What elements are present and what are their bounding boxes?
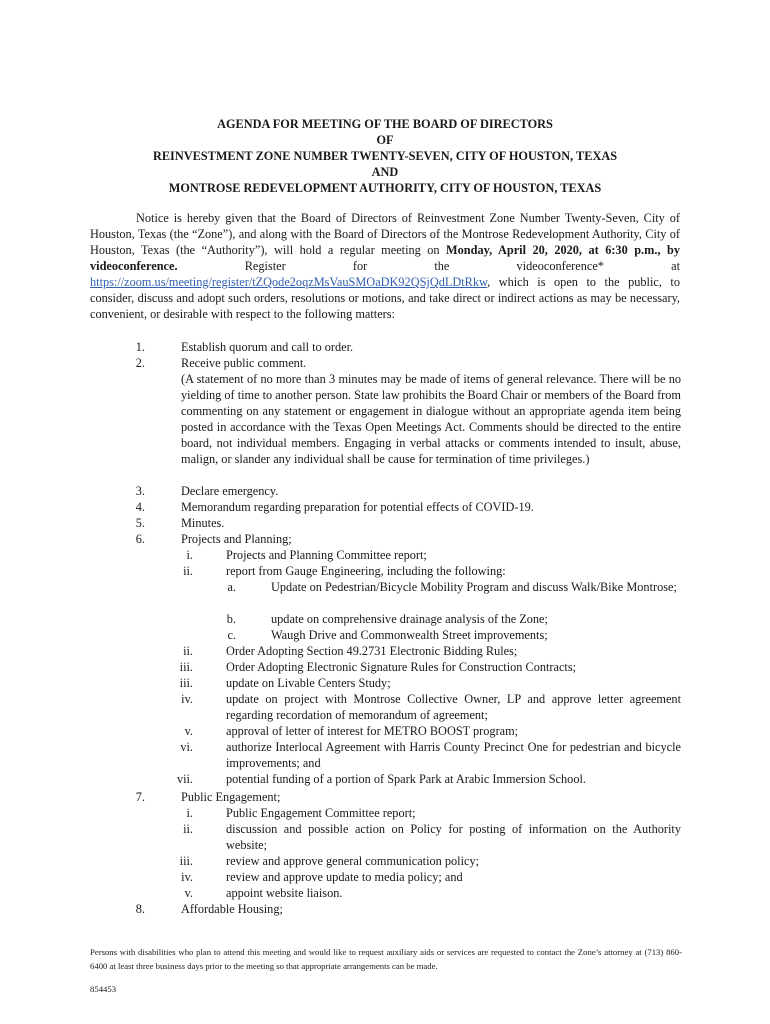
item-text: review and approve general communication policy;	[226, 854, 480, 868]
item-number: iii.	[179, 854, 193, 868]
notice-paragraph	[90, 210, 680, 322]
item-number: vii.	[176, 772, 193, 786]
heading-line: OF	[376, 133, 394, 147]
meeting-datetime: Monday, April 20, 2020, at 6:30 p.m., by videoconference.	[90, 243, 680, 273]
item-text: Order Adopting Electronic Signature Rules for Construction Contracts;	[226, 660, 577, 674]
item-number: a.	[227, 580, 236, 594]
item-number: v.	[184, 886, 193, 900]
agenda-heading	[90, 116, 680, 196]
item-text: Declare emergency.	[181, 484, 279, 498]
item-number: b.	[226, 612, 236, 626]
notice-text: Register for the videoconference* at	[177, 259, 680, 273]
item-number: 7.	[135, 790, 145, 804]
item-text: review and approve update to media policy; and	[226, 870, 463, 884]
item-text: Receive public comment.	[181, 356, 307, 370]
notice-text: , which is open to the public, to consider, discuss and adopt such orders, resolutions or motions, and take direct or indirect actions as may be necessary, convenient, or desirable with respect to the following matters:	[90, 275, 680, 321]
item-number: 8.	[135, 902, 145, 916]
item-text: update on project with Montrose Collective Owner, LP and approve letter agreement regarding recordation of memorandum of agreement;	[226, 692, 681, 722]
item-number: iii.	[179, 660, 193, 674]
item-text: Public Engagement;	[181, 790, 281, 804]
item-number: 3.	[135, 484, 145, 498]
notice-text: Notice is hereby given that the Board of Directors of Reinvestment Zone Number Twenty-Seven, City of Houston, Texas (the “Zone”), and along with the Board of Directors of the Montrose Redevelopment Authority, City of Houston, Texas (the “Authority”), will hold a regular meeting on	[90, 211, 680, 257]
document-id: 854453	[90, 984, 117, 994]
item-text: potential funding of a portion of Spark Park at Arabic Immersion School.	[226, 772, 586, 786]
item-number: 6.	[135, 532, 145, 546]
item-number: vi.	[180, 740, 193, 754]
registration-link[interactable]: https://zoom.us/meeting/register/tZQode2oqzMsVauSMOaDK92QSjQdLDtRkw	[90, 275, 488, 289]
item-text: Memorandum regarding preparation for potential effects of COVID-19.	[181, 500, 534, 514]
item-text: authorize Interlocal Agreement with Harris County Precinct One for pedestrian and bicycle improvements; and	[226, 740, 681, 770]
item-text: Projects and Planning;	[181, 532, 292, 546]
item-text: Projects and Planning Committee report;	[226, 548, 427, 562]
item-text: Update on Pedestrian/Bicycle Mobility Program and discuss Walk/Bike Montrose;	[271, 580, 677, 594]
item-text: report from Gauge Engineering, including the following:	[226, 564, 506, 578]
item-text: Public Engagement Committee report;	[226, 806, 416, 820]
item-number: i.	[186, 548, 193, 562]
item-number: 5.	[135, 516, 145, 530]
heading-line: MONTROSE REDEVELOPMENT AUTHORITY, CITY OF HOUSTON, TEXAS	[168, 181, 602, 195]
heading-line: AND	[371, 165, 399, 179]
item-text: appoint website liaison.	[226, 886, 343, 900]
item-text: Minutes.	[181, 516, 225, 530]
item-text: discussion and possible action on Policy for posting of information on the Authority website;	[226, 822, 681, 852]
item-text: Establish quorum and call to order.	[181, 340, 354, 354]
heading-line: AGENDA FOR MEETING OF THE BOARD OF DIRECTORS	[217, 117, 553, 131]
item-number: 1.	[135, 340, 145, 354]
item-text: Waugh Drive and Commonwealth Street improvements;	[271, 628, 548, 642]
item-number: 4.	[135, 500, 145, 514]
item-number: ii.	[183, 822, 193, 836]
item-text: approval of letter of interest for METRO BOOST program;	[226, 724, 519, 738]
item-number: iv.	[181, 870, 193, 884]
item-text: Affordable Housing;	[181, 902, 283, 916]
item-text: update on comprehensive drainage analysis of the Zone;	[271, 612, 548, 626]
item-number: i.	[186, 806, 193, 820]
item-text: update on Livable Centers Study;	[226, 676, 391, 690]
item-number: iii.	[179, 676, 193, 690]
item-number: v.	[184, 724, 193, 738]
item-text: (A statement of no more than 3 minutes may be made of items of general relevance. There will be no yielding of time to another person. State law prohibits the Board Chair or members of the Board from commenting on any statement or engagement in dialogue without an appropriate agenda item being posted in accordance with the Texas Open Meetings Act. Comments should be directed to the entire board, not individual members. Engaging in verbal attacks or comments intended to insult, abuse, malign, or slander any individual shall be cause for termination of time privileges.)	[181, 372, 681, 466]
item-number: 2.	[135, 356, 145, 370]
item-text: Order Adopting Section 49.2731 Electronic Bidding Rules;	[226, 644, 518, 658]
heading-line: REINVESTMENT ZONE NUMBER TWENTY-SEVEN, CITY OF HOUSTON, TEXAS	[152, 149, 618, 163]
item-number: ii.	[183, 644, 193, 658]
item-number: iv.	[181, 692, 193, 706]
item-number: c.	[227, 628, 236, 642]
accessibility-notice: Persons with disabilities who plan to attend this meeting and would like to request auxiliary aids or services are requested to contact the Zone’s attorney at (713) 860-6400 at least three business days prior to the meeting so that appropriate arrangements can be made.	[90, 947, 682, 971]
item-number: ii.	[183, 564, 193, 578]
